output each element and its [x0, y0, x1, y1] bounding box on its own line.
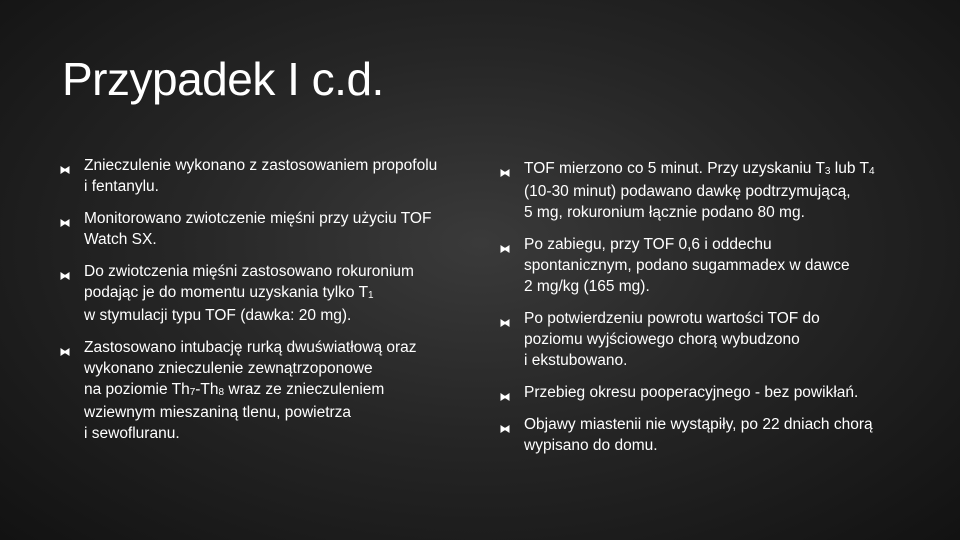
- bullet-item: [500, 158, 920, 223]
- bullet-item: [60, 261, 480, 326]
- right-bullet-list: [500, 158, 920, 467]
- bullet-text: Monitorowano zwiotczenie mięśni przy użyciu TOF Watch SX.: [84, 210, 432, 248]
- bowtie-bullet-icon: [60, 213, 70, 223]
- bullet-text: Znieczulenie wykonano z zastosowaniem propofolu i fentanylu.: [84, 157, 438, 195]
- slide-title: Przypadek I c.d.: [62, 53, 384, 105]
- bullet-item: [500, 234, 920, 297]
- bullet-item: [500, 308, 920, 371]
- bullet-item: [500, 382, 920, 403]
- bullet-text: Zastosowano intubację rurką dwuświatłową oraz wykonano znieczulenie zewnątrzoponowe na poziomie $Th_7-Th_8$ wraz ze znieczuleniem wziewnym mieszaniną tlenu, powietrza i sewofluranu.: [84, 339, 417, 442]
- bullet-text: Po zabiegu, przy TOF 0,6 i oddechu spontanicznym, podano sugammadex w dawce 2 mg/kg (165 mg).: [524, 236, 850, 295]
- bullet-item: [60, 155, 480, 197]
- bullet-text: Do zwiotczenia mięśni zastosowano rokuronium podając je do momentu uzyskania tylko $T_1$ w stymulacji typu TOF (dawka: 20 mg).: [84, 263, 414, 324]
- bullet-item: [500, 414, 920, 456]
- left-bullet-list: [60, 155, 480, 455]
- bowtie-bullet-icon: [500, 419, 510, 429]
- bullet-text: Objawy miastenii nie wystąpiły, po 22 dniach chorą wypisano do domu.: [524, 416, 873, 454]
- bowtie-bullet-icon: [60, 160, 70, 170]
- bowtie-bullet-icon: [500, 239, 510, 249]
- bullet-item: [60, 337, 480, 444]
- bullet-text: TOF mierzono co 5 minut. Przy uzyskaniu $T_3$ lub $T_4$ (10-30 minut) podawano dawkę podtrzymującą, 5 mg, rokuronium łącznie podano 80 mg.: [524, 160, 875, 221]
- bowtie-bullet-icon: [60, 342, 70, 352]
- bullet-text: Po potwierdzeniu powrotu wartości TOF do poziomu wyjściowego chorą wybudzono i ekstubowano.: [524, 310, 820, 369]
- bowtie-bullet-icon: [500, 387, 510, 397]
- bowtie-bullet-icon: [500, 163, 510, 173]
- bullet-item: [60, 208, 480, 250]
- bowtie-bullet-icon: [500, 313, 510, 323]
- bowtie-bullet-icon: [60, 266, 70, 276]
- bullet-text: Przebieg okresu pooperacyjnego - bez powikłań.: [524, 384, 859, 401]
